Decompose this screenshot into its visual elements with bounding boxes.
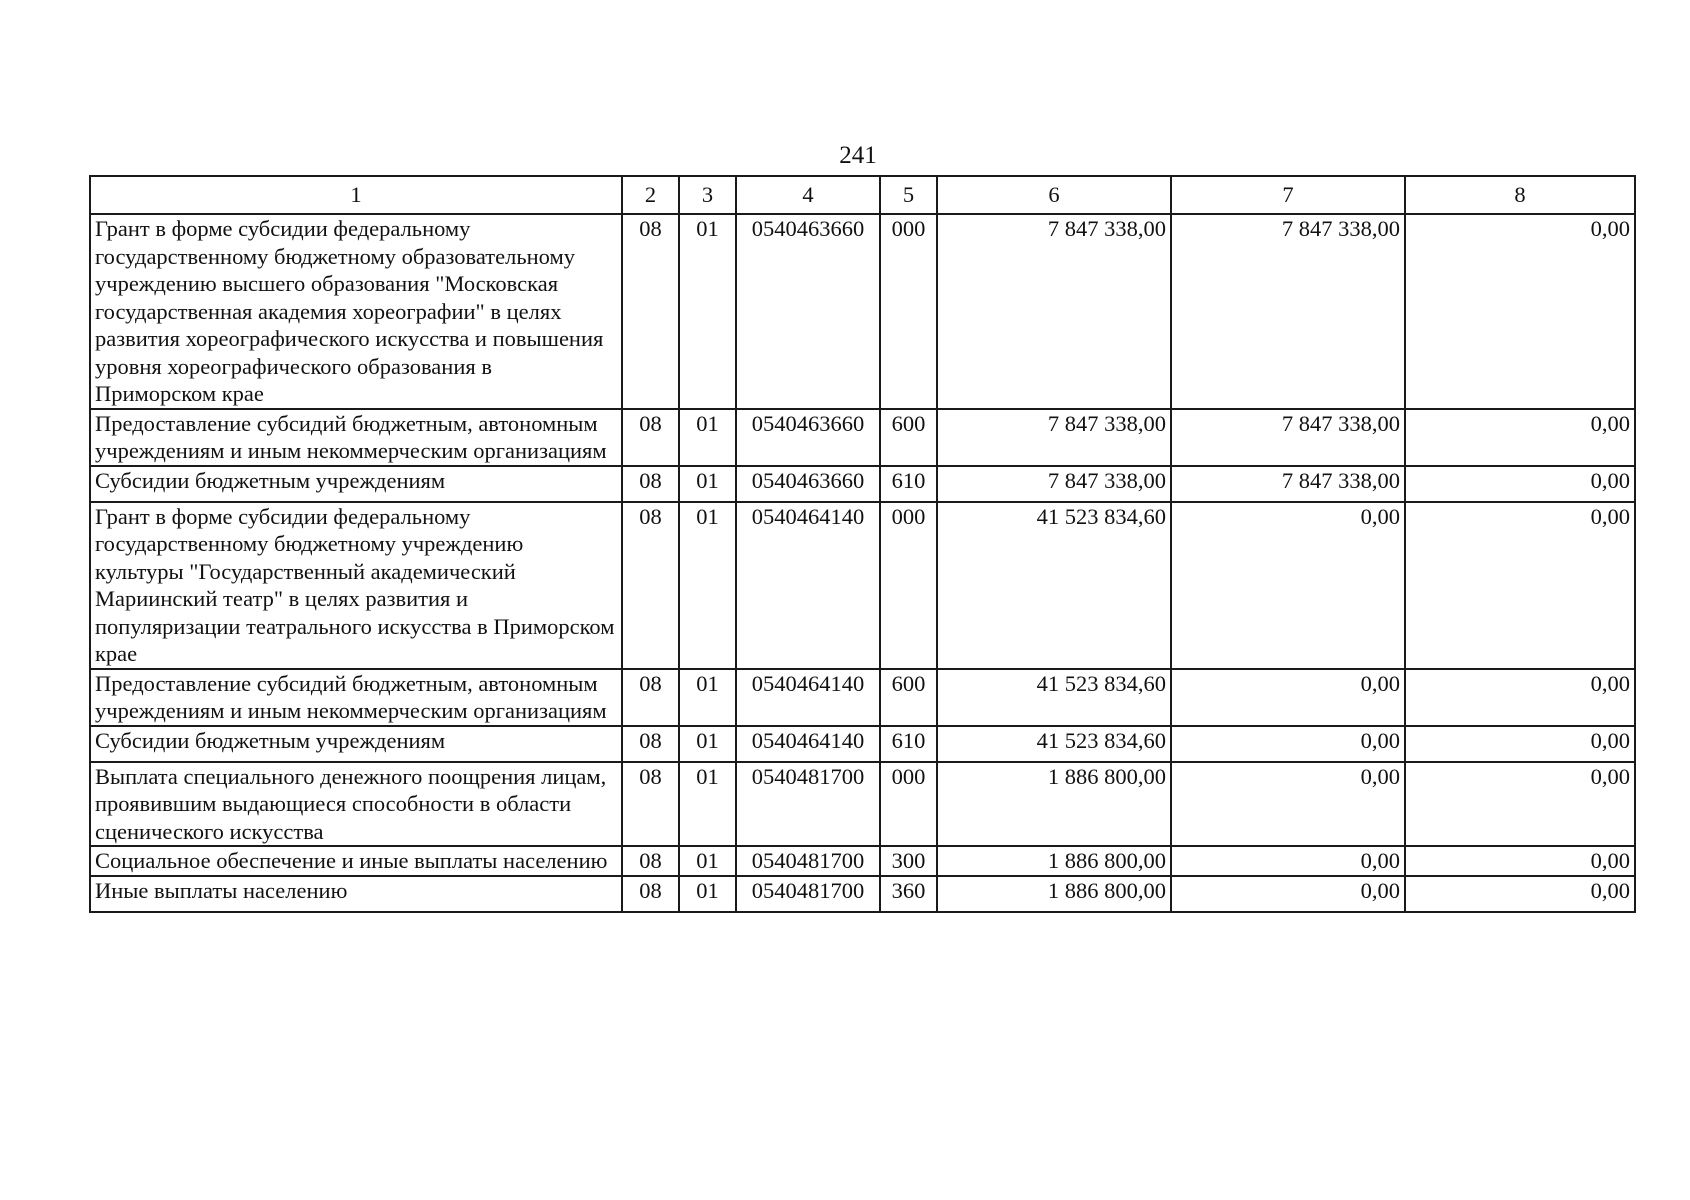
row-section: 08 (622, 669, 679, 726)
row-amount-6: 1 886 800,00 (937, 762, 1171, 847)
row-amount-8: 0,00 (1405, 214, 1635, 409)
row-subsection: 01 (679, 214, 736, 409)
row-amount-8: 0,00 (1405, 466, 1635, 502)
row-target-article: 0540481700 (736, 846, 880, 876)
row-expense-type: 000 (880, 762, 937, 847)
column-header-4: 4 (736, 176, 880, 214)
table-row (90, 726, 1635, 762)
row-amount-8: 0,00 (1405, 409, 1635, 466)
row-amount-7: 0,00 (1171, 762, 1405, 847)
column-header-7: 7 (1171, 176, 1405, 214)
row-name: Социальное обеспечение и иные выплаты населению (90, 846, 622, 876)
row-target-article: 0540463660 (736, 466, 880, 502)
row-name: Иные выплаты населению (90, 876, 622, 912)
row-amount-6: 41 523 834,60 (937, 669, 1171, 726)
column-header-6: 6 (937, 176, 1171, 214)
row-subsection: 01 (679, 876, 736, 912)
row-section: 08 (622, 726, 679, 762)
row-amount-7: 0,00 (1171, 669, 1405, 726)
row-name: Субсидии бюджетным учреждениям (90, 466, 622, 502)
row-amount-6: 7 847 338,00 (937, 214, 1171, 409)
row-amount-7: 0,00 (1171, 502, 1405, 669)
table-row (90, 762, 1635, 847)
table-row (90, 846, 1635, 876)
row-section: 08 (622, 762, 679, 847)
row-name: Предоставление субсидий бюджетным, автономным учреждениям и иным некоммерческим организациям (90, 669, 622, 726)
row-target-article: 0540464140 (736, 502, 880, 669)
row-expense-type: 300 (880, 846, 937, 876)
table-row (90, 409, 1635, 466)
table-row (90, 502, 1635, 669)
row-amount-8: 0,00 (1405, 762, 1635, 847)
column-header-2: 2 (622, 176, 679, 214)
row-expense-type: 360 (880, 876, 937, 912)
row-amount-6: 1 886 800,00 (937, 846, 1171, 876)
row-name: Выплата специального денежного поощрения лицам, проявившим выдающиеся способности в области сценического искусства (90, 762, 622, 847)
row-amount-7: 7 847 338,00 (1171, 466, 1405, 502)
row-amount-7: 7 847 338,00 (1171, 409, 1405, 466)
row-subsection: 01 (679, 409, 736, 466)
row-amount-6: 7 847 338,00 (937, 409, 1171, 466)
row-target-article: 0540464140 (736, 669, 880, 726)
page-number: 241 (839, 142, 877, 169)
row-subsection: 01 (679, 466, 736, 502)
row-amount-6: 7 847 338,00 (937, 466, 1171, 502)
budget-table (89, 175, 1636, 913)
row-subsection: 01 (679, 762, 736, 847)
column-number-row (90, 176, 1635, 214)
row-name: Грант в форме субсидии федеральному государственному бюджетному учреждению культуры "Государственный академический Мариинский театр" в целях развития и популяризации театрального искусства в Приморском крае (90, 502, 622, 669)
row-section: 08 (622, 846, 679, 876)
table-row (90, 876, 1635, 912)
row-name: Грант в форме субсидии федеральному государственному бюджетному образовательному учреждению высшего образования "Московская государственная академия хореографии" в целях развития хореографического искусства и повышения уровня хореографического образования в Приморском крае (90, 214, 622, 409)
row-target-article: 0540481700 (736, 762, 880, 847)
row-amount-7: 7 847 338,00 (1171, 214, 1405, 409)
row-subsection: 01 (679, 846, 736, 876)
row-subsection: 01 (679, 669, 736, 726)
column-header-5: 5 (880, 176, 937, 214)
table-row (90, 669, 1635, 726)
column-header-8: 8 (1405, 176, 1635, 214)
row-subsection: 01 (679, 502, 736, 669)
column-header-3: 3 (679, 176, 736, 214)
row-name: Предоставление субсидий бюджетным, автономным учреждениям и иным некоммерческим организациям (90, 409, 622, 466)
row-target-article: 0540481700 (736, 876, 880, 912)
row-target-article: 0540463660 (736, 214, 880, 409)
row-amount-8: 0,00 (1405, 726, 1635, 762)
row-expense-type: 000 (880, 502, 937, 669)
row-expense-type: 600 (880, 669, 937, 726)
row-amount-7: 0,00 (1171, 846, 1405, 876)
row-expense-type: 610 (880, 726, 937, 762)
row-amount-8: 0,00 (1405, 876, 1635, 912)
row-section: 08 (622, 409, 679, 466)
row-target-article: 0540464140 (736, 726, 880, 762)
row-amount-8: 0,00 (1405, 502, 1635, 669)
table-row (90, 466, 1635, 502)
row-amount-8: 0,00 (1405, 846, 1635, 876)
row-target-article: 0540463660 (736, 409, 880, 466)
row-section: 08 (622, 502, 679, 669)
row-amount-6: 41 523 834,60 (937, 502, 1171, 669)
row-amount-7: 0,00 (1171, 726, 1405, 762)
row-amount-6: 41 523 834,60 (937, 726, 1171, 762)
column-header-1: 1 (90, 176, 622, 214)
row-expense-type: 000 (880, 214, 937, 409)
row-amount-8: 0,00 (1405, 669, 1635, 726)
row-subsection: 01 (679, 726, 736, 762)
row-amount-6: 1 886 800,00 (937, 876, 1171, 912)
row-section: 08 (622, 466, 679, 502)
row-expense-type: 610 (880, 466, 937, 502)
row-name: Субсидии бюджетным учреждениям (90, 726, 622, 762)
row-amount-7: 0,00 (1171, 876, 1405, 912)
row-expense-type: 600 (880, 409, 937, 466)
table-row (90, 214, 1635, 409)
row-section: 08 (622, 214, 679, 409)
row-section: 08 (622, 876, 679, 912)
